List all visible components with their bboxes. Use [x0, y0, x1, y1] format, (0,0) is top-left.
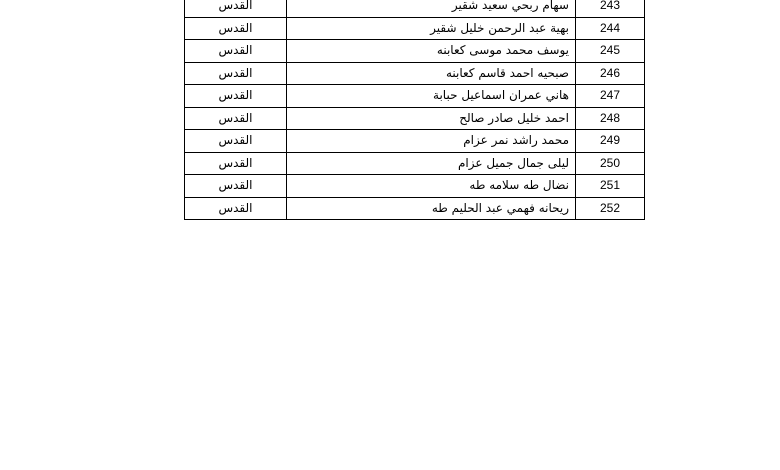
name-cell: بهية عبد الرحمن خليل شقير: [287, 17, 576, 40]
table-row: [185, 62, 645, 85]
table-row: [185, 107, 645, 130]
table-row: [185, 152, 645, 175]
table-row: [185, 130, 645, 153]
name-cell: ريحانه فهمي عبد الحليم طه: [287, 197, 576, 220]
number-cell: 251: [576, 175, 645, 198]
roster-table-body: [185, 0, 645, 220]
name-cell: صبحيه احمد قاسم كعابنه: [287, 62, 576, 85]
number-cell: 246: [576, 62, 645, 85]
number-cell: 247: [576, 85, 645, 108]
roster-table: [184, 0, 645, 220]
city-cell: القدس: [185, 175, 287, 198]
city-cell: القدس: [185, 17, 287, 40]
city-cell: القدس: [185, 197, 287, 220]
name-cell: احمد خليل صادر صالح: [287, 107, 576, 130]
table-row: [185, 197, 645, 220]
name-cell: محمد راشد نمر عزام: [287, 130, 576, 153]
table-row: [185, 175, 645, 198]
number-cell: 243: [576, 0, 645, 17]
number-cell: 245: [576, 40, 645, 63]
table-row: [185, 17, 645, 40]
city-cell: القدس: [185, 62, 287, 85]
name-cell: ليلى جمال جميل عزام: [287, 152, 576, 175]
number-cell: 249: [576, 130, 645, 153]
city-cell: القدس: [185, 85, 287, 108]
name-cell: نضال طه سلامه طه: [287, 175, 576, 198]
number-cell: 244: [576, 17, 645, 40]
city-cell: القدس: [185, 130, 287, 153]
number-cell: 252: [576, 197, 645, 220]
number-cell: 248: [576, 107, 645, 130]
city-cell: القدس: [185, 40, 287, 63]
table-row: [185, 0, 645, 17]
city-cell: القدس: [185, 0, 287, 17]
name-cell: سهام ربحي سعيد شقير: [287, 0, 576, 17]
number-cell: 250: [576, 152, 645, 175]
city-cell: القدس: [185, 107, 287, 130]
name-cell: يوسف محمد موسى كعابنه: [287, 40, 576, 63]
table-row: [185, 85, 645, 108]
name-cell: هاني عمران اسماعيل حبابة: [287, 85, 576, 108]
city-cell: القدس: [185, 152, 287, 175]
table-row: [185, 40, 645, 63]
